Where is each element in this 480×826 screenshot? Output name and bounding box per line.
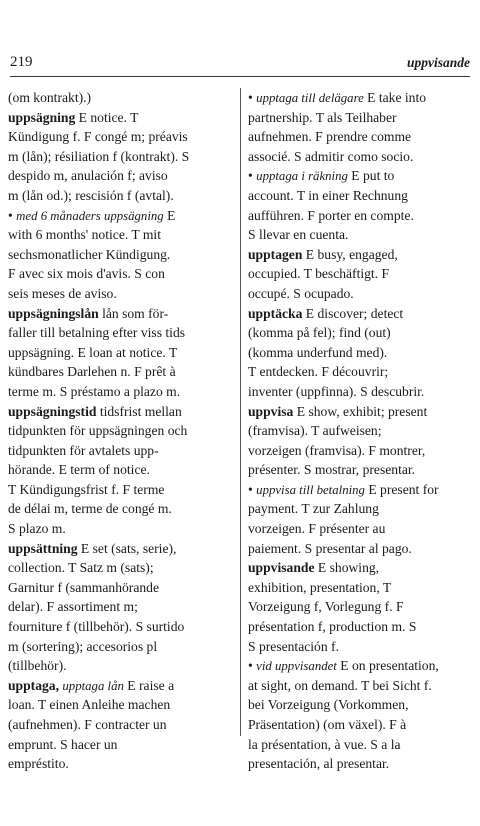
headword: uppsägningstid [8, 403, 97, 419]
definition-text: collection. T Satz m (sats); [8, 560, 154, 576]
definition-text: kündbares Darlehen n. F prêt à [8, 364, 176, 380]
text-line [248, 206, 470, 226]
definition-text: • [8, 207, 17, 223]
definition-text: Präsentation) (om växel). F à [248, 717, 407, 732]
page-header [10, 54, 470, 77]
definition-text: E [163, 207, 176, 223]
text-line [8, 245, 236, 265]
definition-text: T entdecken. F découvrir; [248, 364, 389, 380]
phrase: vid uppvisandet [256, 659, 337, 674]
text-line [248, 382, 470, 402]
definition-text: m (lån od.); rescisión f (avtal). [8, 187, 174, 203]
text-line [8, 127, 236, 147]
definition-text: présentation f, production m. S [248, 619, 417, 635]
text-line [8, 715, 236, 735]
text-line [248, 402, 470, 422]
definition-text: (om kontrakt).) [8, 90, 92, 105]
text-line [8, 441, 236, 461]
text-line [248, 186, 470, 206]
definition-text: bei Vorzeigung (Vorkommen, [248, 697, 409, 713]
text-line [8, 206, 236, 226]
text-line [8, 539, 236, 559]
definition-text: m (lån); résiliation f (kontrakt). S [8, 148, 190, 164]
text-line [8, 617, 236, 637]
text-line [248, 225, 470, 245]
text-line [8, 499, 236, 519]
definition-text: aufnehmen. F prendre comme [248, 129, 412, 145]
text-line [8, 460, 236, 480]
definition-text: • [248, 481, 257, 497]
definition-text: at sight, on demand. T bei Sicht f. [248, 677, 432, 693]
text-line [8, 108, 236, 128]
definition-text: E present for [364, 481, 439, 497]
definition-text: faller till betalning efter viss tids [8, 325, 186, 341]
text-line [248, 539, 470, 559]
definition-text: presentación, al presentar. [248, 756, 390, 772]
text-line [8, 323, 236, 343]
definition-text: Garnitur f (sammanhörande [8, 579, 159, 595]
phrase: med 6 månaders uppsägning [16, 208, 164, 223]
definition-text: E busy, engaged, [302, 246, 398, 262]
definition-text: • [248, 658, 257, 674]
running-head: uppvisande [406, 55, 470, 70]
headword: uppsägningslån [8, 305, 99, 321]
phrase: uppvisa till betalning [256, 482, 365, 497]
text-line [8, 480, 236, 500]
definition-text: S llevar en cuenta. [248, 227, 349, 243]
definition-text: tidsfrist mellan [96, 403, 182, 419]
definition-text: m (sortering); accesorios pl [8, 638, 158, 654]
text-line [248, 362, 470, 382]
text-line [248, 499, 470, 519]
page-number: 219 [10, 54, 33, 70]
definition-text: hörande. E term of notice. [8, 462, 150, 478]
text-line [8, 578, 236, 598]
headword: uppvisa [248, 403, 294, 419]
headword: upptagen [248, 246, 303, 262]
definition-text: présenter. S mostrar, presentar. [248, 462, 416, 478]
text-line [8, 362, 236, 382]
text-line [8, 519, 236, 539]
text-line [248, 88, 470, 108]
definition-text: inventer (uppfinna). S descubrir. [248, 383, 425, 399]
definition-text: E discover; detect [302, 305, 404, 321]
text-line [8, 735, 236, 755]
text-line [8, 558, 236, 578]
headword: upptaga, [8, 677, 63, 693]
text-line [248, 480, 470, 500]
text-line [248, 617, 470, 637]
text-line [248, 304, 470, 324]
text-line [8, 597, 236, 617]
text-line [248, 715, 470, 735]
definition-text: • [248, 90, 257, 105]
definition-text: paiement. S presentar al pago. [248, 540, 412, 556]
definition-text: sechsmonatlicher Kündigung. [8, 246, 171, 262]
headword: uppvisande [248, 560, 315, 576]
text-line [248, 754, 470, 774]
definition-text: (komma på fel); find (out) [248, 325, 391, 341]
definition-text: with 6 months' notice. T mit [8, 227, 161, 243]
text-line [8, 186, 236, 206]
text-line [248, 264, 470, 284]
definition-text: despido m, anulación f; aviso [8, 168, 168, 184]
definition-text: lån som för- [98, 305, 169, 321]
definition-text: tidpunkten för uppsägningen och [8, 423, 188, 439]
text-line [248, 656, 470, 676]
text-line [248, 166, 470, 186]
text-line [8, 676, 236, 696]
text-line [248, 421, 470, 441]
definition-text: vorzeigen. F présenter au [248, 521, 386, 537]
definition-text: F avec six mois d'avis. S con [8, 266, 165, 282]
definition-text: E show, exhibit; present [293, 403, 428, 419]
text-line [248, 147, 470, 167]
definition-text: fourniture f (tillbehör). S surtido [8, 619, 185, 635]
phrase: upptaga lån [62, 678, 124, 693]
text-line [248, 343, 470, 363]
definition-text: occupé. S ocupado. [248, 285, 354, 301]
definition-text: (komma underfund med). [248, 344, 388, 360]
definition-text: E on presentation, [336, 658, 439, 674]
definition-text: E notice. T [75, 109, 139, 125]
definition-text: (aufnehmen). F contracter un [8, 717, 167, 732]
definition-text: uppsägning. E loan at notice. T [8, 344, 178, 360]
definition-text: exhibition, presentation, T [248, 579, 392, 595]
definition-text: tidpunkten för avtalets upp- [8, 442, 159, 458]
definition-text: • [248, 168, 257, 184]
definition-text: empréstito. [8, 756, 69, 772]
headword: uppsägning [8, 109, 76, 125]
text-line [8, 637, 236, 657]
definition-text: delar). F assortiment m; [8, 599, 138, 615]
headword: uppsättning [8, 540, 78, 556]
definition-text: de délai m, terme de congé m. [8, 501, 172, 517]
right-column [248, 88, 470, 774]
text-line [8, 382, 236, 402]
text-line [8, 754, 236, 774]
text-line [248, 676, 470, 696]
definition-text: la présentation, à vue. S a la [248, 736, 401, 752]
definition-text: emprunt. S hacer un [8, 736, 118, 752]
definition-text: Vorzeigung f, Vorlegung f. F [248, 599, 404, 615]
text-line [8, 284, 236, 304]
definition-text: T Kündigungsfrist f. F terme [8, 481, 165, 497]
definition-text: payment. T zur Zahlung [248, 501, 379, 517]
text-line [248, 108, 470, 128]
definition-text: Kündigung f. F congé m; préavis [8, 129, 188, 145]
definition-text: E set (sats, serie), [77, 540, 177, 556]
definition-text: E showing, [314, 560, 380, 576]
headword: upptäcka [248, 305, 303, 321]
phrase: upptaga i räkning [256, 169, 348, 184]
text-line [248, 460, 470, 480]
text-line [8, 264, 236, 284]
left-column [8, 88, 236, 774]
definition-text: vorzeigen (framvisa). F montrer, [248, 442, 426, 458]
text-line [248, 558, 470, 578]
definition-text: aufführen. F porter en compte. [248, 207, 414, 223]
text-line [8, 147, 236, 167]
text-line [248, 695, 470, 715]
definition-text: associé. S admitir como socio. [248, 148, 414, 164]
phrase: upptaga till delägare [256, 91, 364, 105]
definition-text: partnership. T als Teilhaber [248, 109, 397, 125]
definition-text: account. T in einer Rechnung [248, 187, 408, 203]
text-line [8, 343, 236, 363]
text-line [248, 245, 470, 265]
text-line [248, 735, 470, 755]
definition-text: terme m. S préstamo a plazo m. [8, 383, 181, 399]
text-line [8, 656, 236, 676]
text-line [8, 304, 236, 324]
text-line [248, 323, 470, 343]
text-line [248, 127, 470, 147]
definition-text: seis meses de aviso. [8, 285, 117, 301]
definition-text: (framvisa). T aufweisen; [248, 423, 382, 439]
text-line [248, 519, 470, 539]
text-line [8, 88, 236, 108]
text-line [8, 225, 236, 245]
text-line [248, 284, 470, 304]
text-line [8, 166, 236, 186]
definition-text: loan. T einen Anleihe machen [8, 697, 171, 713]
definition-text: E take into [363, 90, 427, 105]
definition-text: E raise a [123, 677, 175, 693]
column-divider [240, 88, 241, 736]
text-line [248, 597, 470, 617]
text-line [8, 402, 236, 422]
definition-text: S presentación f. [248, 638, 339, 654]
text-line [248, 441, 470, 461]
definition-text: S plazo m. [8, 521, 66, 537]
text-line [8, 695, 236, 715]
text-line [248, 637, 470, 657]
definition-text: E put to [347, 168, 395, 184]
text-line [248, 578, 470, 598]
definition-text: (tillbehör). [8, 658, 67, 674]
text-line [8, 421, 236, 441]
definition-text: occupied. T beschäftigt. F [248, 266, 390, 282]
